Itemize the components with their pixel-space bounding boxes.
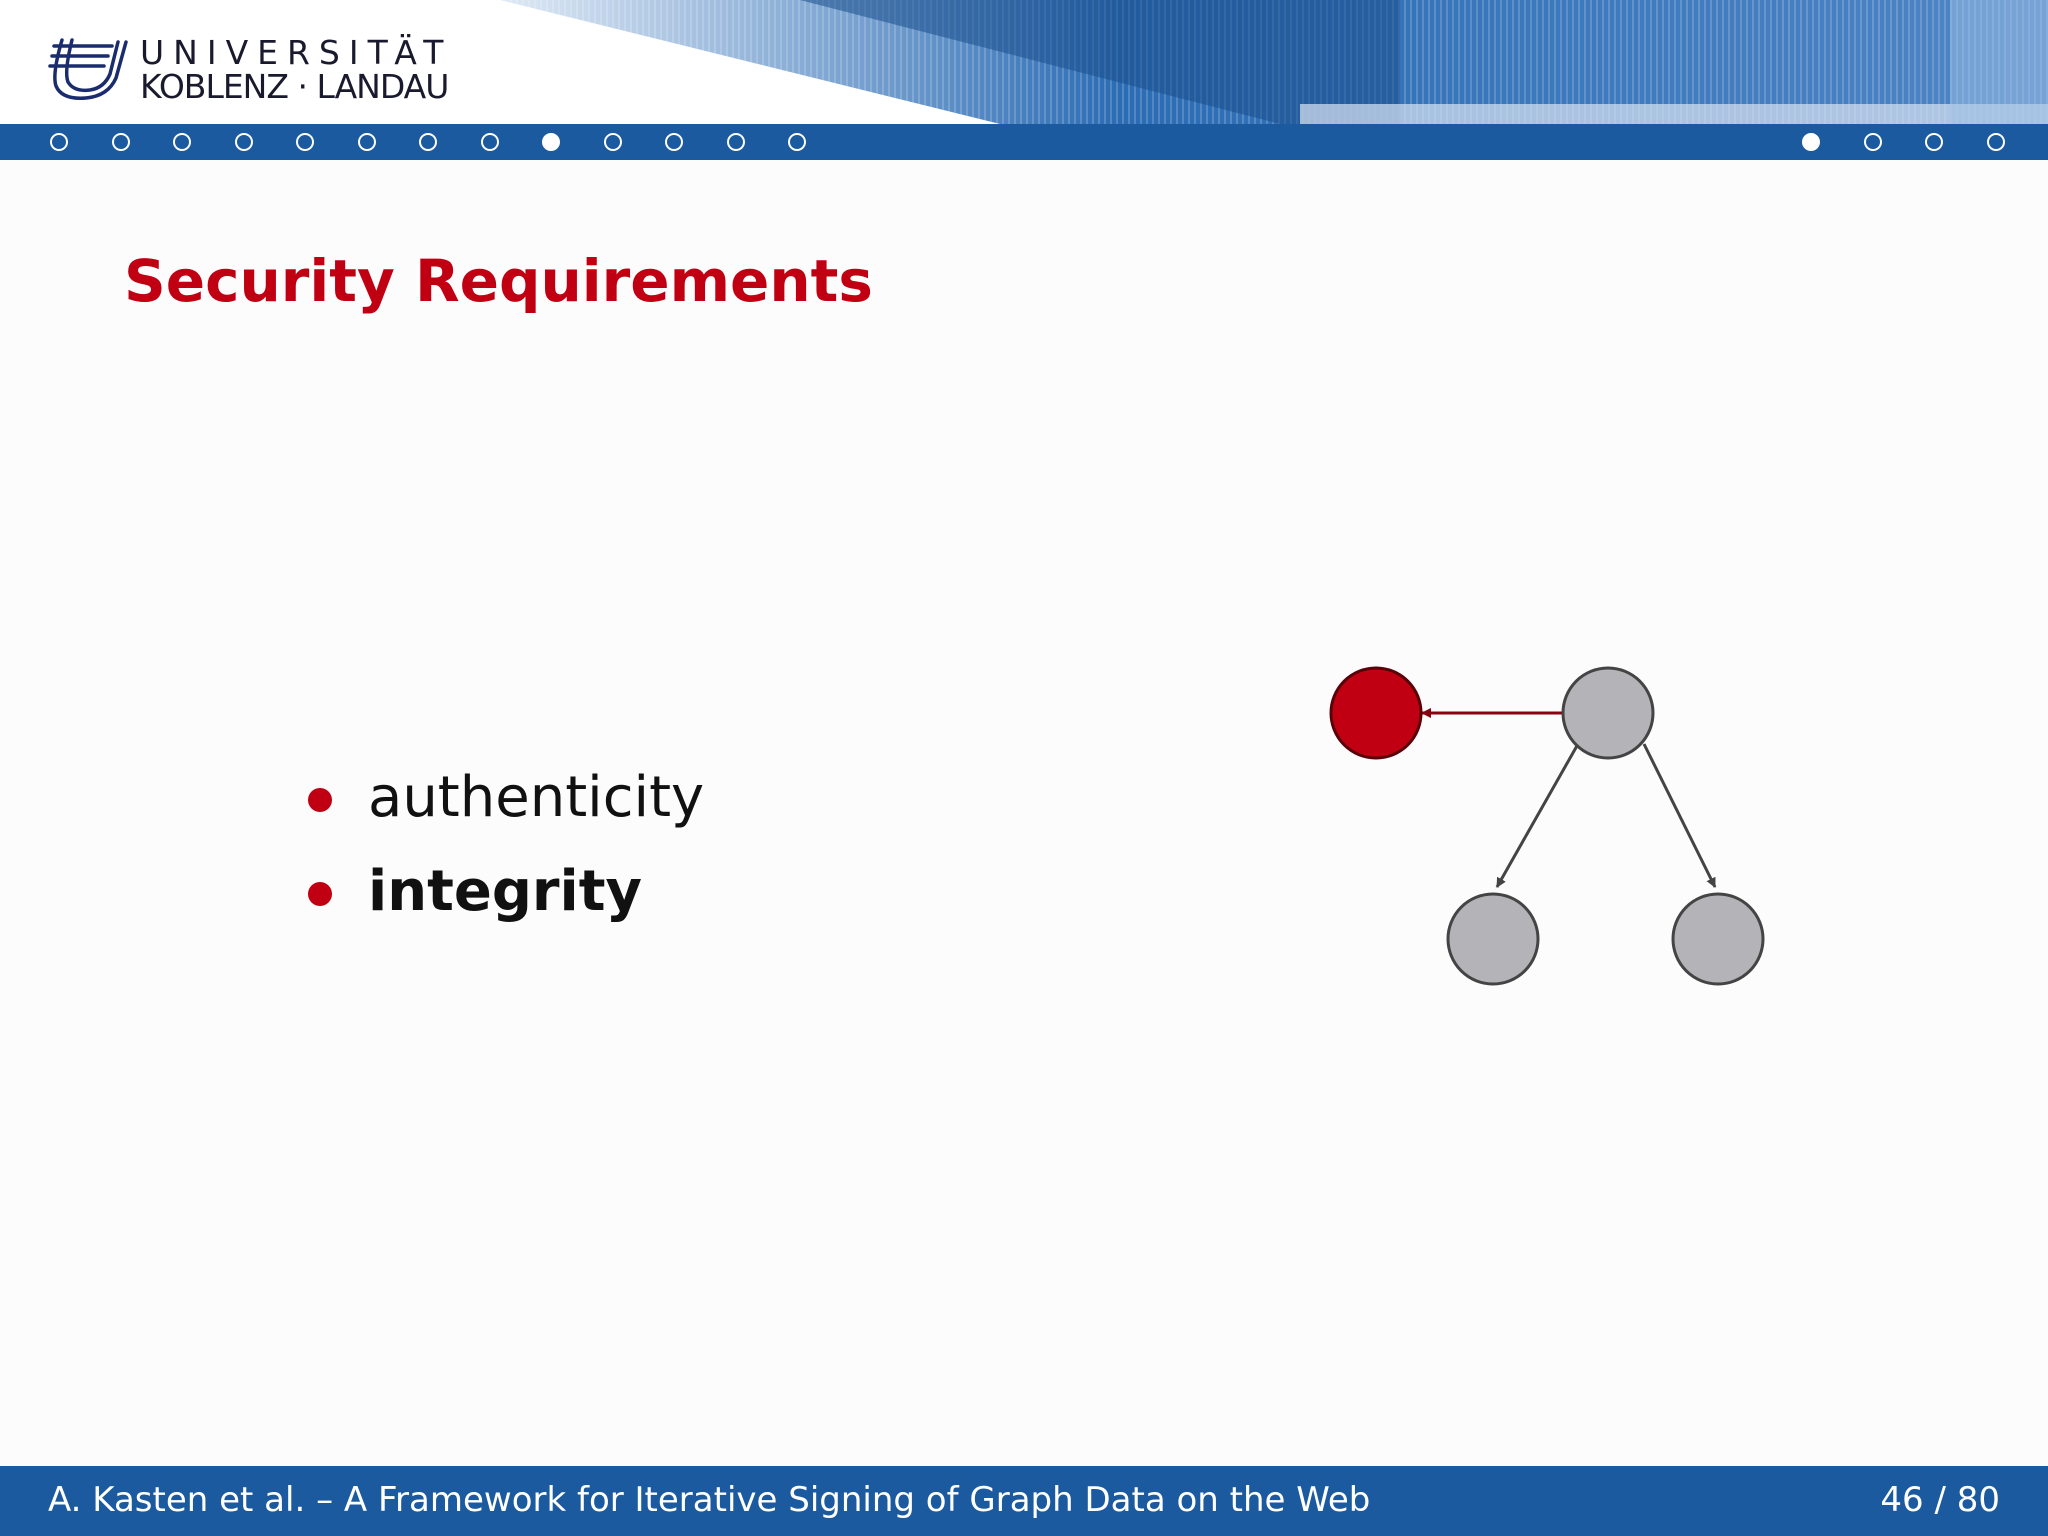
root-node <box>1563 668 1653 758</box>
nav-section-dot[interactable] <box>727 133 745 151</box>
nav-section-dot[interactable] <box>358 133 376 151</box>
bullet-dot-icon <box>308 882 332 906</box>
nav-section-dot[interactable] <box>481 133 499 151</box>
nav-section-dot[interactable] <box>296 133 314 151</box>
footer-citation: A. Kasten et al. – A Framework for Iterative Signing of Graph Data on the Web <box>48 1480 1371 1520</box>
nav-section-dot[interactable] <box>50 133 68 151</box>
graph-diagram <box>1300 640 1800 1000</box>
university-logo-icon <box>42 34 132 104</box>
header <box>0 0 2048 124</box>
signed-node <box>1331 668 1421 758</box>
footer-bar <box>0 1466 2048 1536</box>
nav-section-dot[interactable] <box>604 133 622 151</box>
left-child-node <box>1448 894 1538 984</box>
right-child-node <box>1673 894 1763 984</box>
bullet-item-integrity <box>300 854 704 948</box>
nav-subsection-dot[interactable] <box>1864 133 1882 151</box>
bullet-text: authenticity <box>368 765 705 830</box>
bullet-item-authenticity <box>300 760 704 854</box>
edge-root-to-left-child <box>1497 744 1578 887</box>
nav-section-dot[interactable] <box>112 133 130 151</box>
nav-section-dot[interactable] <box>788 133 806 151</box>
university-location: KOBLENZ · LANDAU <box>140 67 449 106</box>
university-name: UNIVERSITÄT <box>140 33 453 72</box>
page-number: 46 / 80 <box>1880 1480 2000 1520</box>
bullet-list <box>300 760 704 948</box>
nav-section-dot[interactable] <box>419 133 437 151</box>
nav-subsection-dot[interactable] <box>1987 133 2005 151</box>
nav-section-dot[interactable] <box>235 133 253 151</box>
slide-title: Security Requirements <box>124 247 873 315</box>
nav-section-dot[interactable] <box>665 133 683 151</box>
nav-subsection-dot[interactable] <box>1802 133 1820 151</box>
bullet-text: integrity <box>368 859 642 924</box>
nav-section-dot[interactable] <box>542 133 560 151</box>
navigation-bar <box>0 124 2048 160</box>
nav-section-dot[interactable] <box>173 133 191 151</box>
bullet-dot-icon <box>308 788 332 812</box>
nav-subsection-dot[interactable] <box>1925 133 1943 151</box>
edge-root-to-right-child <box>1644 744 1715 887</box>
